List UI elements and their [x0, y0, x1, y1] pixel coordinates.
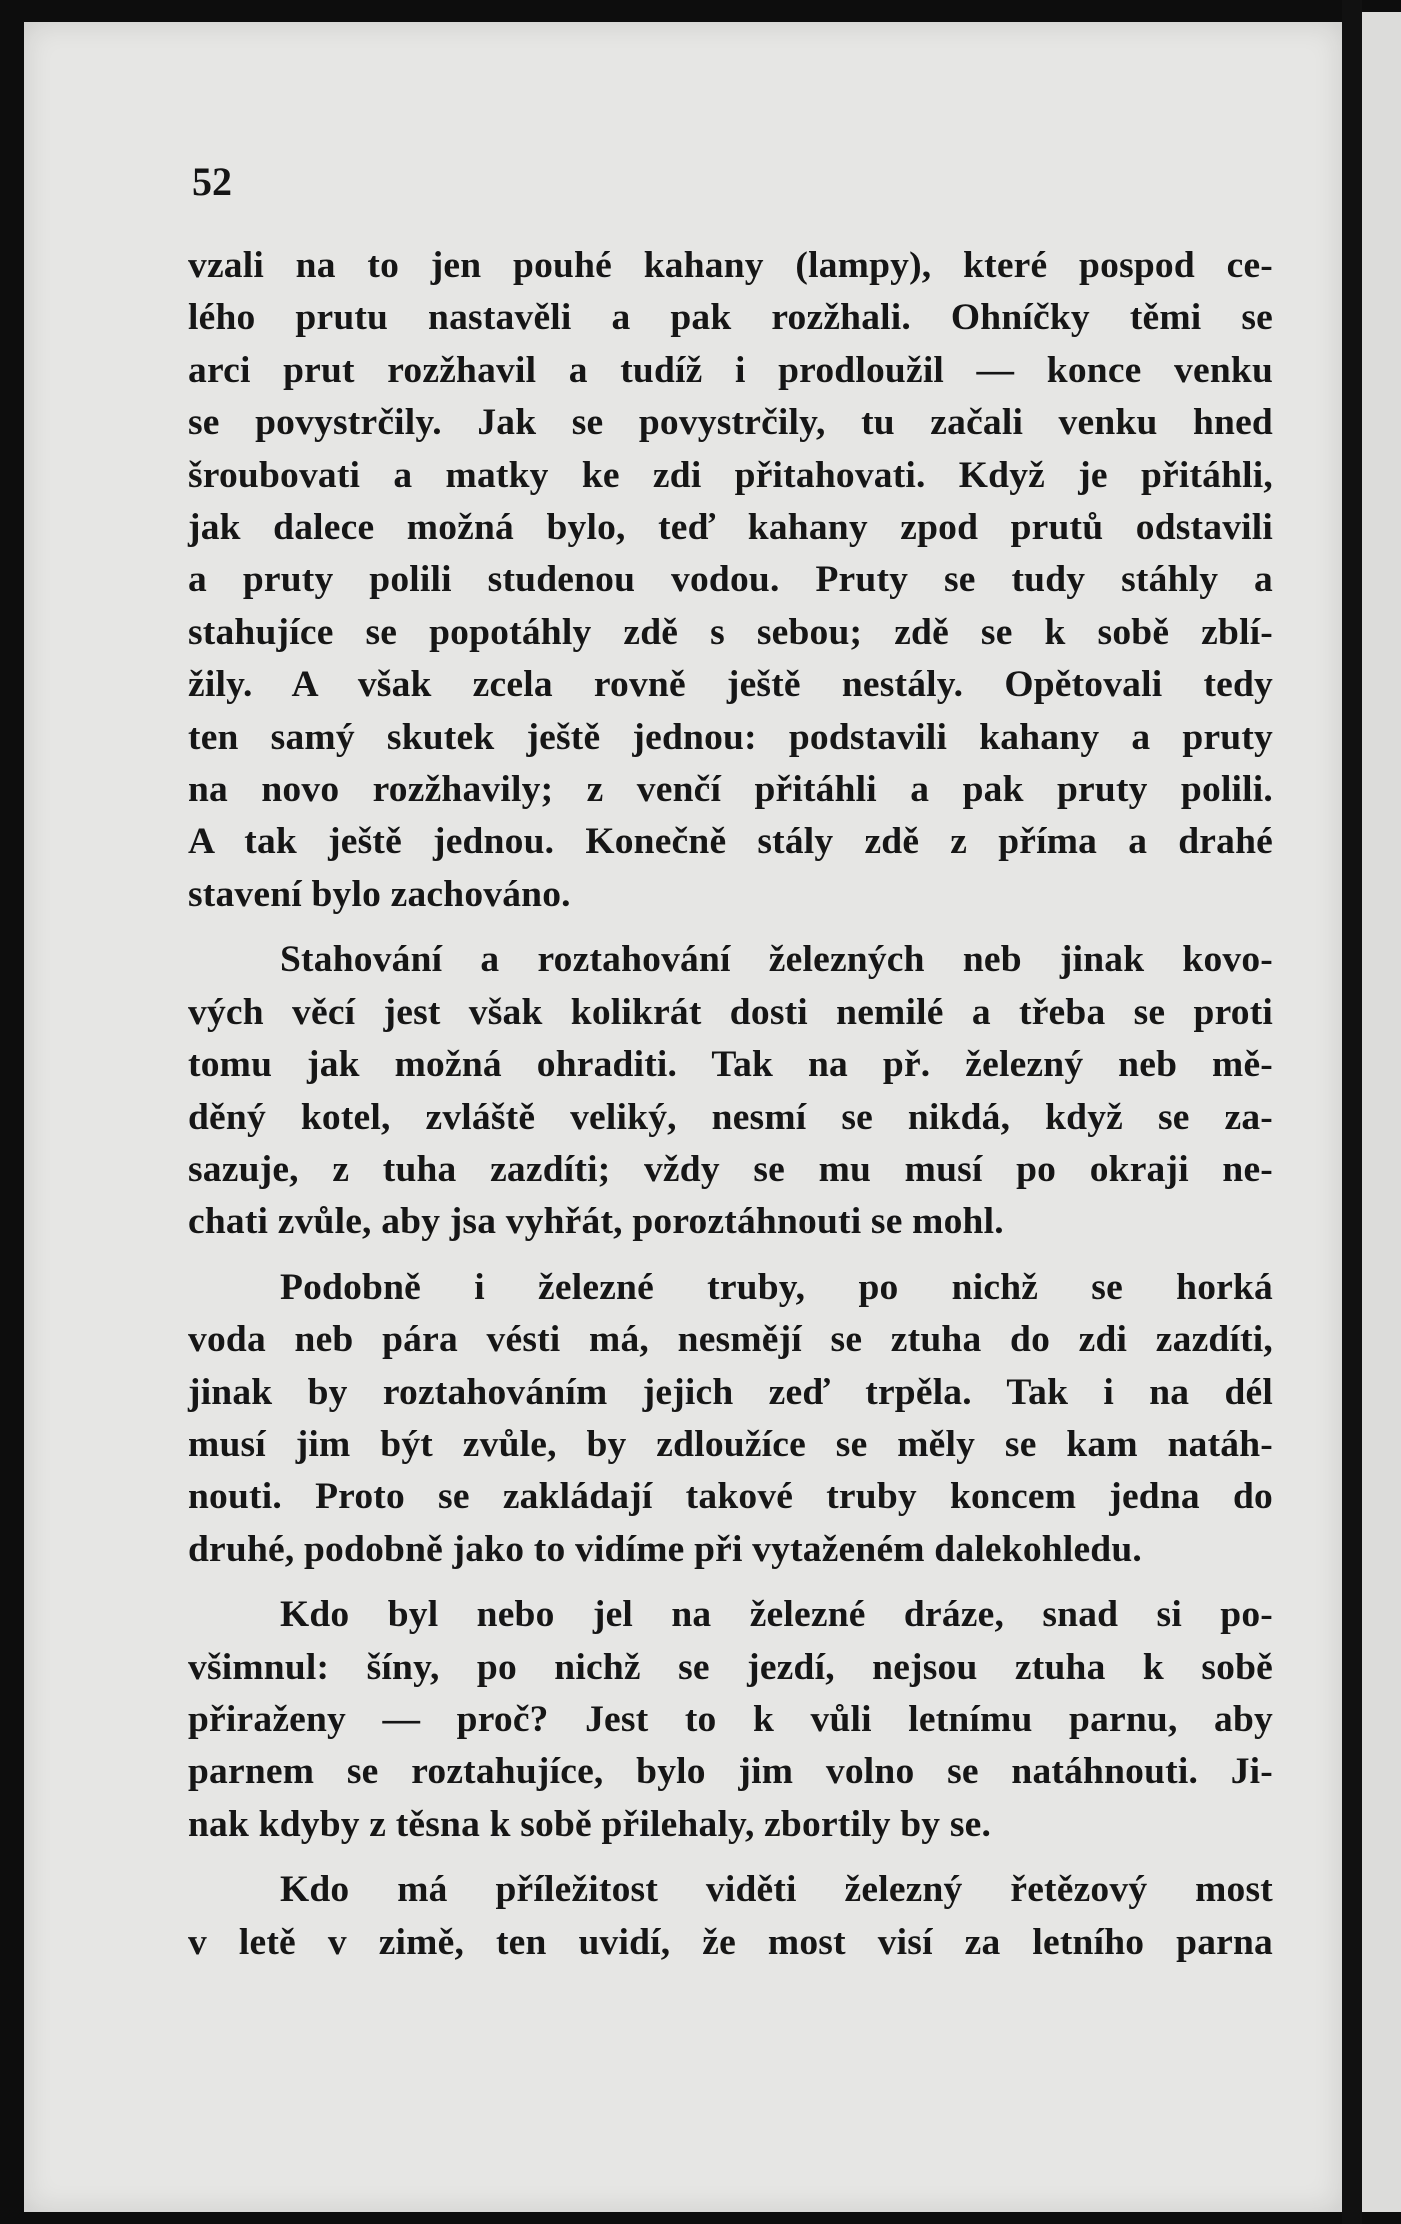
paragraph [188, 1864, 1273, 1969]
facing-page-edge [1362, 12, 1401, 2212]
text-line: a pruty polili studenou vodou. Pruty se tudy stáhly a [188, 559, 1273, 601]
text-line: Kdo byl nebo jel na železné dráze, snad si po- [280, 1594, 1273, 1636]
text-line: parnem se roztahujíce, bylo jim volno se natáhnouti. Ji- [188, 1751, 1273, 1793]
text-line: přiraženy — proč? Jest to k vůli letnímu parnu, aby [188, 1698, 1273, 1740]
body-text [188, 240, 1273, 1969]
text-line: se povystrčily. Jak se povystrčily, tu začali venku hned [188, 402, 1273, 444]
text-line: Podobně i železné truby, po nichž se horká [280, 1266, 1273, 1308]
text-line: chati zvůle, aby jsa vyhřát, poroztáhnouti se mohl. [188, 1201, 1004, 1243]
text-line: Kdo má příležitost viděti železný řetězový most [280, 1869, 1273, 1911]
page-number: 52 [192, 159, 232, 204]
paragraph [188, 1589, 1273, 1851]
text-line: Stahování a roztahování železných neb jinak kovo- [280, 939, 1273, 981]
text-line: nak kdyby z těsna k sobě přilehaly, zbortily by se. [188, 1803, 992, 1845]
text-line: tomu jak možná ohraditi. Tak na př. železný neb mě- [188, 1044, 1273, 1086]
text-line: nouti. Proto se zakládají takové truby koncem jedna do [188, 1476, 1273, 1518]
text-line: žily. A však zcela rovně ještě nestály. Opětovali tedy [188, 664, 1273, 706]
text-line: jinak by roztahováním jejich zeď trpěla. Tak i na dél [188, 1371, 1273, 1413]
text-line: jak dalece možná bylo, teď kahany zpod prutů odstavili [188, 507, 1273, 549]
text-line: v letě v zimě, ten uvidí, že most visí za letního parna [188, 1921, 1273, 1963]
text-line: vých věcí jest však kolikrát dosti nemilé a třeba se proti [188, 991, 1273, 1033]
text-line: na novo rozžhavily; z venčí přitáhli a pak pruty polili. [188, 769, 1273, 811]
text-line: musí jim být zvůle, by zdloužíce se měly se kam natáh- [188, 1423, 1273, 1465]
text-line: druhé, podobně jako to vidíme při vytaženém dalekohledu. [188, 1528, 1142, 1570]
text-line: stavení bylo zachováno. [188, 873, 571, 915]
text-line: voda neb pára vésti má, nesmějí se ztuha do zdi zazdíti, [188, 1319, 1273, 1361]
text-line: lého prutu nastavěli a pak rozžhali. Ohníčky těmi se [188, 297, 1273, 339]
paragraph [188, 934, 1273, 1248]
text-line: ten samý skutek ještě jednou: podstavili kahany a pruty [188, 716, 1273, 758]
paragraph [188, 240, 1273, 921]
paragraph [188, 1262, 1273, 1576]
book-spine [1342, 0, 1362, 2224]
text-line: děný kotel, zvláště veliký, nesmí se nikdá, když se za- [188, 1096, 1273, 1138]
text-line: všimnul: šíny, po nichž se jezdí, nejsou ztuha k sobě [188, 1646, 1273, 1688]
text-line: A tak ještě jednou. Konečně stály zdě z příma a drahé [188, 821, 1273, 863]
text-line: arci prut rozžhavil a tudíž i prodloužil — konce venku [188, 349, 1273, 391]
text-line: stahujíce se popotáhly zdě s sebou; zdě se k sobě zblí- [188, 611, 1273, 653]
text-line: vzali na to jen pouhé kahany (lampy), které pospod ce- [188, 245, 1273, 286]
text-line: sazuje, z tuha zazdíti; vždy se mu musí po okraji ne- [188, 1148, 1273, 1190]
text-line: šroubovati a matky ke zdi přitahovati. Když je přitáhli, [188, 454, 1273, 496]
